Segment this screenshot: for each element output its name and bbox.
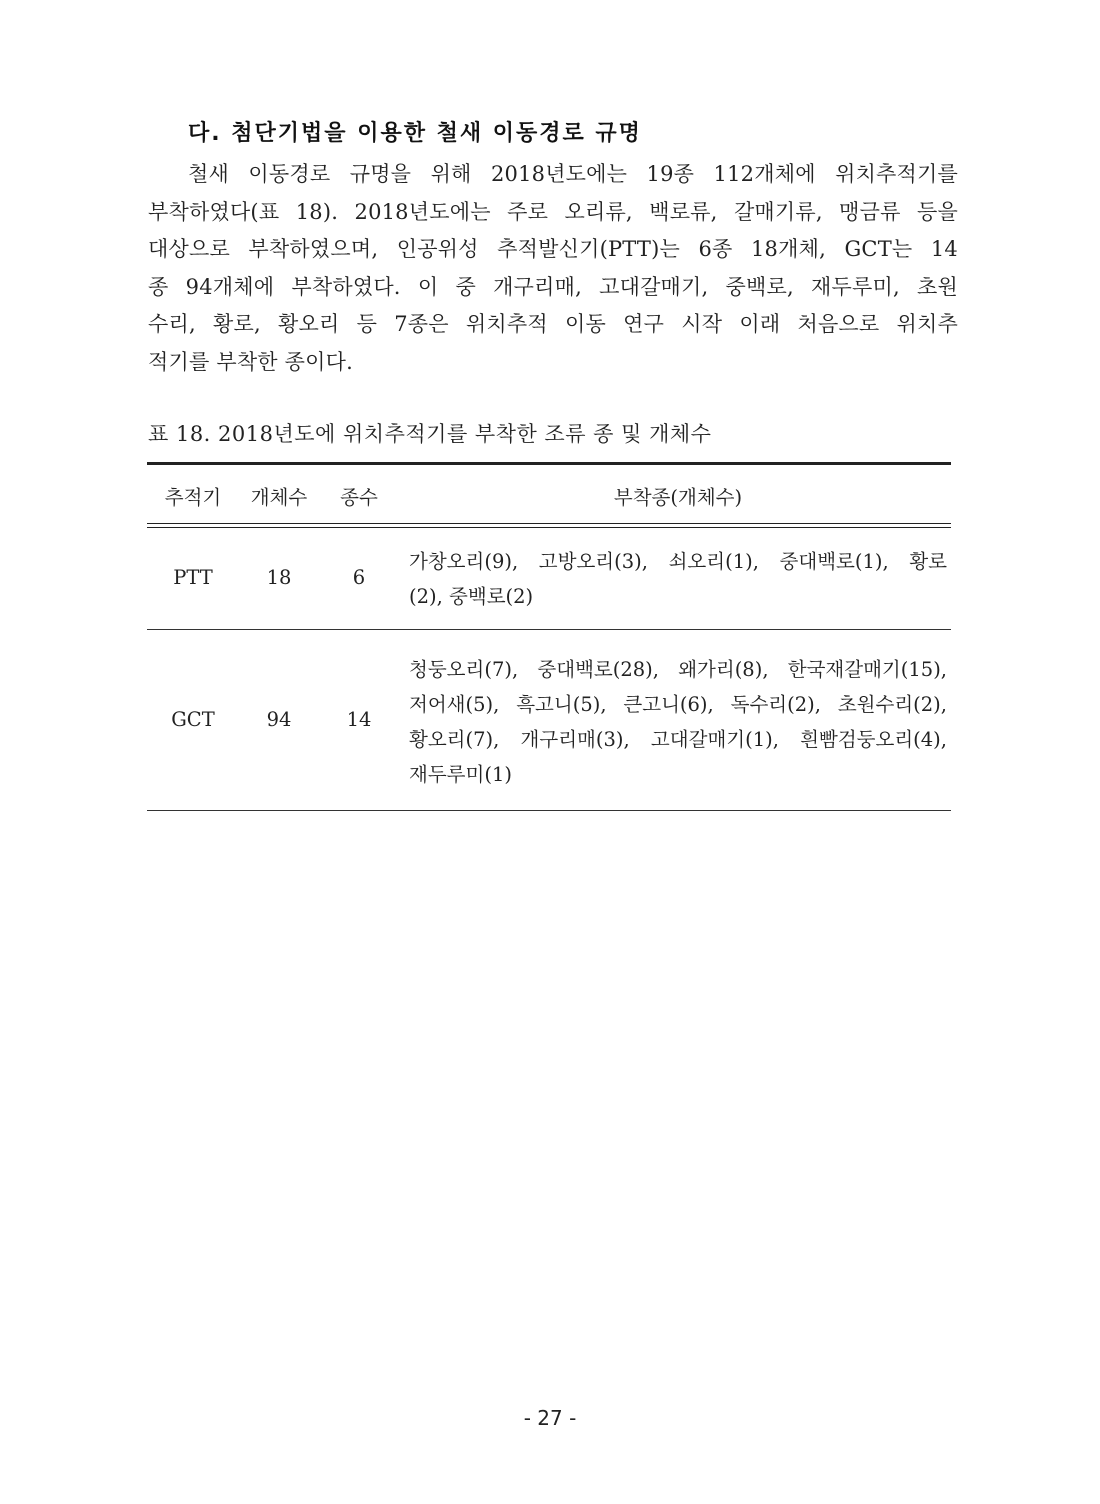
section-heading: 다. 첨단기법을 이용한 철새 이동경로 규명 [188,121,642,146]
paragraph-line: 종 94개체에 부착하였다. 이 중 개구리매, 고대갈매기, 중백로, 재두루미, 초원 [148,274,958,299]
table-header-rule [147,523,951,528]
paragraph-line: 대상으로 부착하였으며, 인공위성 추적발신기(PTT)는 6종 18개체, GCT는 14 [148,237,958,261]
table-bottom-rule [147,810,951,811]
row-ptt-species [409,544,947,614]
species-line: 재두루미(1) [409,763,512,786]
species-line: 저어새(5), 흑고니(5), 큰고니(6), 독수리(2), 초원수리(2), [409,693,947,716]
row-gct-species-count: 14 [346,708,372,731]
table-row-rule [147,629,951,630]
species-line: 청둥오리(7), 중대백로(28), 왜가리(8), 한국재갈매기(15), [409,658,947,681]
species-line: 가창오리(9), 고방오리(3), 쇠오리(1), 중대백로(1), 황로 [409,550,947,573]
header-species-count: 종수 [340,486,378,509]
body-paragraph [148,156,958,381]
paragraph-line: 부착하였다(표 18). 2018년도에는 주로 오리류, 백로류, 갈매기류, 맹금류 등을 [148,199,958,224]
header-tracker: 추적기 [164,486,222,509]
row-ptt-tracker: PTT [173,566,213,589]
row-ptt-species-count: 6 [352,566,366,589]
header-individuals: 개체수 [250,486,308,509]
table-caption: 표 18. 2018년도에 위치추적기를 부착한 조류 종 및 개체수 [148,422,712,446]
species-line: (2), 중백로(2) [409,585,534,608]
paragraph-line: 수리, 황로, 황오리 등 7종은 위치추적 이동 연구 시작 이래 처음으로 위치추 [148,312,958,336]
paragraph-line: 적기를 부착한 종이다. [148,349,353,374]
table-top-rule [147,462,951,465]
paragraph-line: 철새 이동경로 규명을 위해 2018년도에는 19종 112개체에 위치추적기를 [188,162,958,186]
row-gct-individuals: 94 [266,708,292,731]
row-ptt-individuals: 18 [266,566,292,589]
row-gct-species [409,652,947,792]
row-gct-tracker: GCT [171,708,215,731]
header-species: 부착종(개체수) [613,486,743,509]
page-number: - 27 - [523,1406,577,1430]
species-line: 황오리(7), 개구리매(3), 고대갈매기(1), 흰빰검둥오리(4), [409,728,947,751]
